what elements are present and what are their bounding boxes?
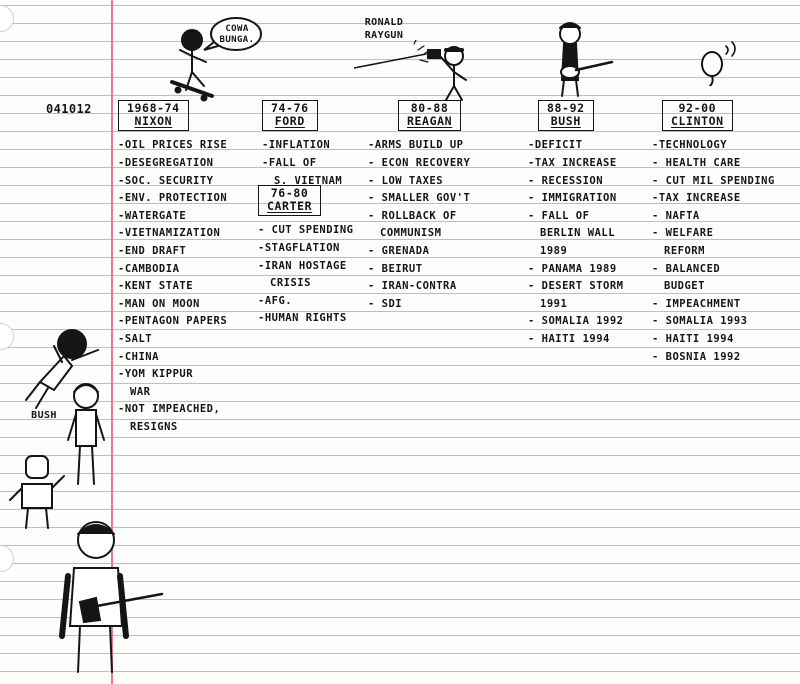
years-clinton: 92-00 (678, 101, 717, 115)
list-item: -END DRAFT (118, 245, 187, 257)
list-item: -KENT STATE (118, 280, 194, 293)
column-nixon (118, 100, 227, 437)
list-item: - IMPEACHMENT (652, 297, 741, 310)
list-item: WAR (130, 385, 151, 398)
reagan-label-line2: RAYGUN (364, 30, 404, 41)
list-item: -WATERGATE (118, 209, 187, 222)
list-item: 1989 (540, 245, 568, 257)
list-item: - BALANCED (652, 262, 721, 275)
list-item: -SOC. SECURITY (118, 174, 214, 187)
header-bush (538, 100, 594, 131)
list-item: BERLIN WALL (540, 227, 616, 240)
list-item: REFORM (664, 245, 705, 257)
list-item: - DESERT STORM (528, 280, 624, 293)
list-item: - BEIRUT (368, 262, 423, 275)
reagan-doodle-label (356, 16, 412, 42)
list-item: -DESEGREGATION (118, 157, 214, 170)
list-item: -NOT IMPEACHED, (118, 403, 221, 416)
name-carter: CARTER (267, 199, 313, 214)
list-item: -CHINA (118, 350, 159, 363)
header-carter (258, 185, 321, 216)
list-item: - PANAMA 1989 (528, 262, 617, 275)
column-carter (258, 185, 354, 328)
list-item: -TECHNOLOGY (652, 139, 728, 152)
list-item: -OIL PRICES RISE (118, 139, 228, 152)
speech-bubble-text: COWA BUNGA. (219, 24, 255, 45)
punch-hole-middle (0, 323, 14, 350)
list-item: -ARMS BUILD UP (368, 139, 464, 152)
list-item: - GRENADA (368, 245, 430, 257)
list-item: - IRAN-CONTRA (368, 280, 457, 293)
list-item: -MAN ON MOON (118, 297, 200, 310)
list-item: - CUT MIL SPENDING (652, 174, 775, 187)
list-item: -TAX INCREASE (528, 157, 617, 170)
list-item: COMMUNISM (380, 227, 442, 240)
list-reagan (368, 137, 470, 313)
list-item: -CAMBODIA (118, 262, 180, 275)
list-item: - SMALLER GOV'T (368, 192, 471, 205)
column-bush (528, 100, 624, 349)
list-carter (258, 222, 354, 328)
list-item: -YOM KIPPUR (118, 368, 194, 381)
reagan-label-line1: RONALD (364, 17, 404, 28)
list-item: - WELFARE (652, 227, 714, 240)
list-item: -FALL OF (262, 157, 317, 170)
list-item: - RECESSION (528, 174, 604, 187)
list-item: - LOW TAXES (368, 174, 444, 187)
column-reagan (368, 100, 470, 313)
reagan-raygun-doodle (354, 40, 484, 102)
list-item: -TAX INCREASE (652, 192, 741, 205)
list-item: - HEALTH CARE (652, 157, 741, 170)
nixon-skateboard-doodle (150, 10, 280, 108)
guitarist-doodle (50, 516, 170, 678)
list-item: - ECON RECOVERY (368, 157, 471, 170)
header-reagan (398, 100, 461, 131)
list-item: -ENV. PROTECTION (118, 192, 228, 205)
list-item: - CUT SPENDING (258, 224, 354, 237)
years-nixon: 1968-74 (127, 101, 180, 115)
list-item: - SDI (368, 297, 403, 310)
years-reagan: 80-88 (410, 101, 449, 115)
punch-hole-top (0, 5, 14, 32)
column-clinton (652, 100, 775, 366)
years-ford: 74-76 (271, 101, 309, 115)
list-item: -INFLATION (262, 139, 331, 152)
list-item: - BOSNIA 1992 (652, 350, 741, 363)
name-bush: BUSH (550, 114, 581, 129)
list-item: BUDGET (664, 280, 705, 293)
list-item: - SOMALIA 1992 (528, 315, 624, 328)
bush-guitar-doodle (548, 18, 618, 100)
list-item: - FALL OF (528, 209, 590, 222)
list-item: -VIETNAMIZATION (118, 227, 221, 240)
list-clinton (652, 137, 775, 366)
list-item: -STAGFLATION (258, 242, 340, 255)
list-nixon (118, 137, 227, 436)
name-nixon: NIXON (134, 114, 173, 129)
page-date: 041012 (46, 102, 92, 116)
list-item: - ROLLBACK OF (368, 209, 457, 222)
list-item: - NAFTA (652, 209, 700, 222)
list-item: S. VIETNAM (274, 174, 343, 187)
list-item: - IMMIGRATION (528, 192, 617, 205)
years-carter: 76-80 (270, 186, 309, 200)
list-item: 1991 (540, 297, 568, 310)
list-item: -AFG. (258, 294, 293, 307)
name-ford: FORD (274, 114, 305, 129)
header-clinton (662, 100, 733, 131)
list-item: - HAITI 1994 (652, 332, 734, 345)
list-ford (262, 137, 342, 190)
years-bush: 88-92 (547, 101, 585, 115)
list-item: RESIGNS (130, 420, 178, 433)
list-item: - SOMALIA 1993 (652, 315, 748, 328)
list-item: - HAITI 1994 (528, 332, 610, 345)
name-reagan: REAGAN (407, 114, 453, 129)
list-item: -SALT (118, 332, 153, 345)
list-item: -DEFICIT (528, 139, 583, 152)
list-bush (528, 137, 624, 348)
punch-hole-bottom (0, 545, 14, 572)
side-label-bush: BUSH (31, 410, 57, 421)
clinton-balloon-doodle (696, 36, 746, 86)
column-ford (262, 100, 342, 190)
list-item: -PENTAGON PAPERS (118, 315, 228, 328)
list-item: -HUMAN RIGHTS (258, 312, 347, 325)
name-clinton: CLINTON (671, 114, 724, 129)
list-item: -IRAN HOSTAGE (258, 259, 347, 272)
list-item: CRISIS (270, 277, 311, 290)
